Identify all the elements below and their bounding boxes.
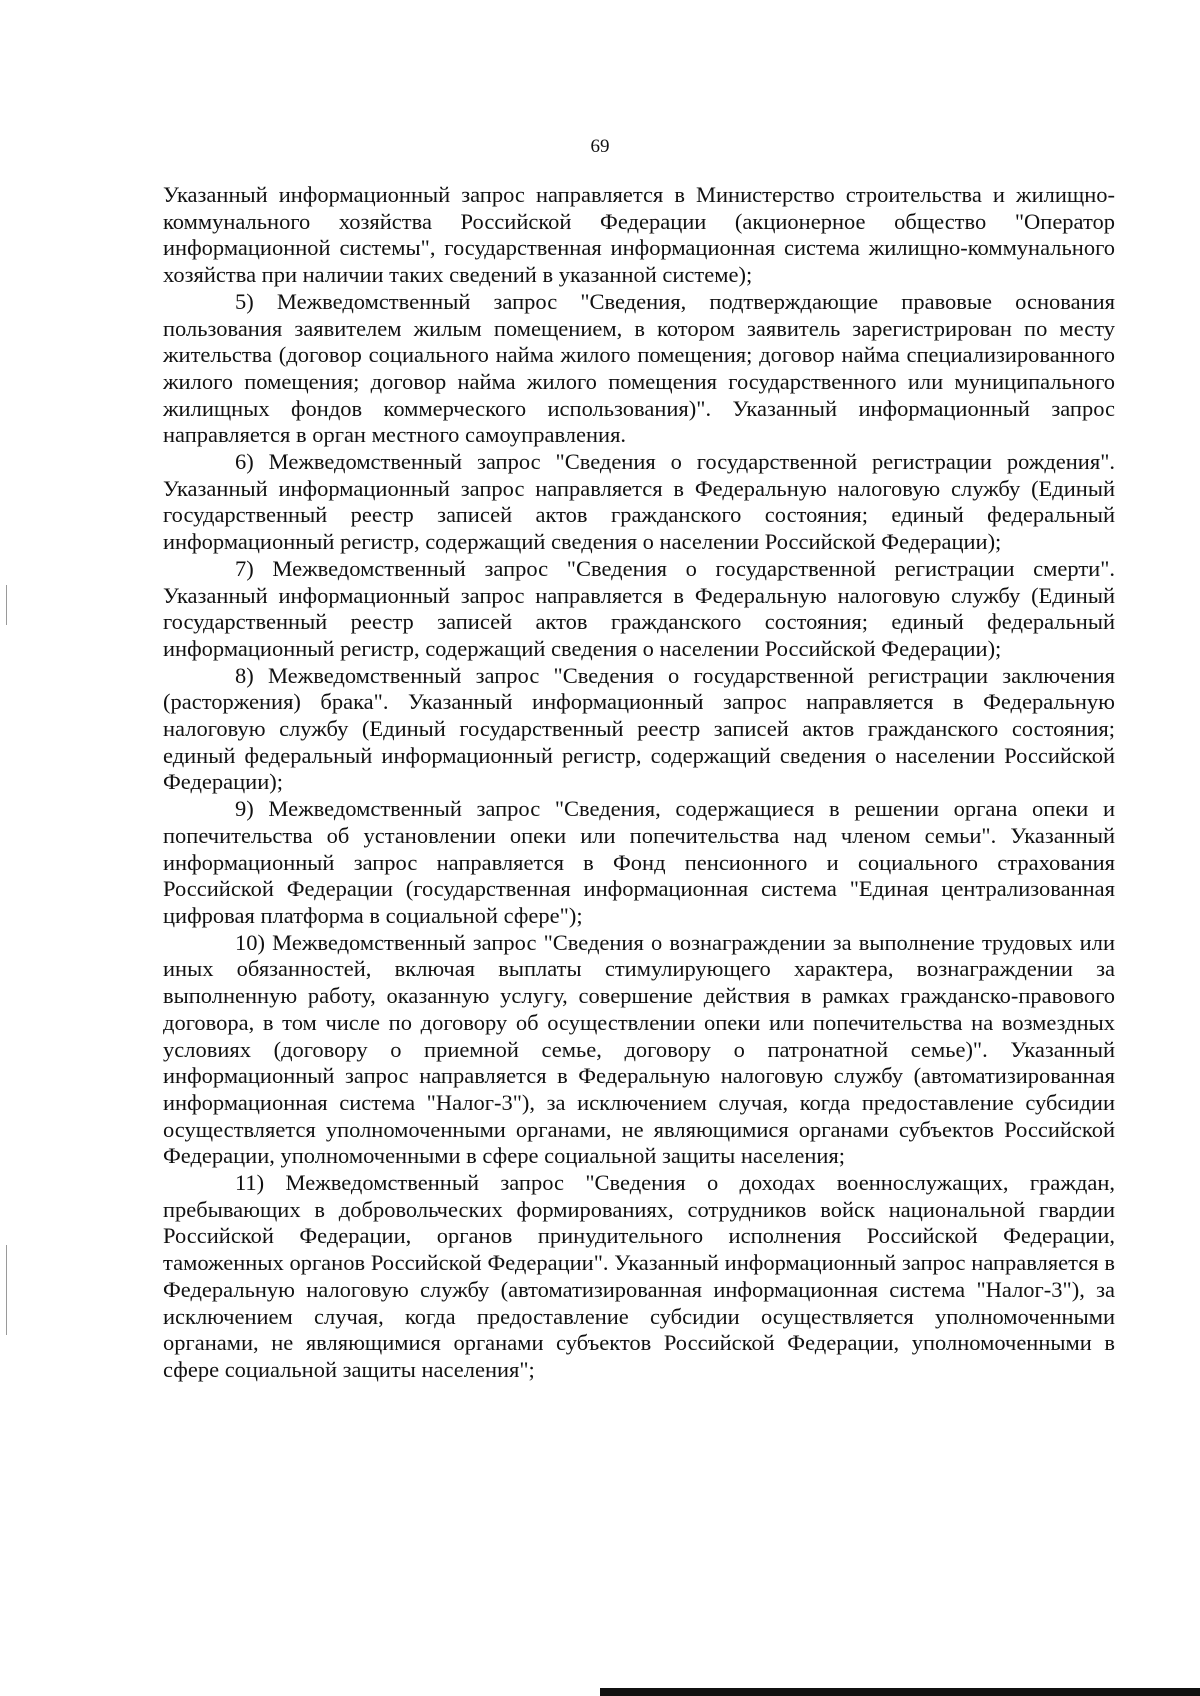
paragraph-item-8: 8) Межведомственный запрос "Сведения о государственной регистрации заключения (расторжения) брака". Указанный информационный запрос направляется в Федеральную налоговую службу (Единый государственный реестр записей актов гражданского состояния; единый федеральный информационный регистр, содержащий сведения о населении Российской Федерации);	[163, 662, 1115, 795]
paragraph-item-10: 10) Межведомственный запрос "Сведения о вознаграждении за выполнение трудовых или иных обязанностей, включая выплаты стимулирующего характера, вознаграждении за выполненную работу, оказанную услугу, совершение действия в рамках гражданско-правового договора, в том числе по договору об осуществлении опеки или попечительства на возмездных условиях (договору о приемной семье, договору о патронатной семье)". Указанный информационный запрос направляется в Федеральную налоговую службу (автоматизированная информационная система "Налог-3"), за исключением случая, когда предоставление субсидии осуществляется уполномоченными органами, не являющимися органами субъектов Российской Федерации, уполномоченными в сфере социальной защиты населения;	[163, 929, 1115, 1169]
scan-bottom-edge	[600, 1688, 1200, 1696]
paragraph-item-6: 6) Межведомственный запрос "Сведения о государственной регистрации рождения". Указанный информационный запрос направляется в Федеральную налоговую службу (Единый государственный реестр записей актов гражданского состояния; единый федеральный информационный регистр, содержащий сведения о населении Российской Федерации);	[163, 449, 1115, 555]
scan-margin-mark-lower	[6, 1245, 7, 1335]
paragraph-item-5: 5) Межведомственный запрос "Сведения, подтверждающие правовые основания пользования заявителем жилым помещением, в котором заявитель зарегистрирован по месту жительства (договор социального найма жилого помещения; договор найма специализированного жилого помещения; договор найма жилого помещения государственного или муниципального жилищных фондов коммерческого использования)". Указанный информационный запрос направляется в орган местного самоуправления.	[163, 288, 1115, 448]
paragraph-continuation: Указанный информационный запрос направляется в Министерство строительства и жилищно-коммунального хозяйства Российской Федерации (акционерное общество "Оператор информационной системы", государственная информационная система жилищно-коммунального хозяйства при наличии таких сведений в указанной системе);	[163, 182, 1115, 288]
paragraph-item-11: 11) Межведомственный запрос "Сведения о доходах военнослужащих, граждан, пребывающих в добровольческих формированиях, сотрудников войск национальной гвардии Российской Федерации, органов принудительного исполнения Российской Федерации, таможенных органов Российской Федерации". Указанный информационный запрос направляется в Федеральную налоговую службу (автоматизированная информационная система "Налог-3"), за исключением случая, когда предоставление субсидии осуществляется уполномоченными органами, не являющимися органами субъектов Российской Федерации, уполномоченными в сфере социальной защиты населения";	[163, 1170, 1115, 1382]
scan-margin-mark-upper	[6, 585, 7, 625]
paragraph-item-7: 7) Межведомственный запрос "Сведения о государственной регистрации смерти". Указанный информационный запрос направляется в Федеральную налоговую службу (Единый государственный реестр записей актов гражданского состояния; единый федеральный информационный регистр, содержащий сведения о населении Российской Федерации);	[163, 555, 1115, 661]
page-number: 69	[590, 136, 610, 157]
paragraph-item-9: 9) Межведомственный запрос "Сведения, содержащиеся в решении органа опеки и попечительства об установлении опеки или попечительства над членом семьи". Указанный информационный запрос направляется в Фонд пенсионного и социального страхования Российской Федерации (государственная информационная система "Единая централизованная цифровая платформа в социальной сфере");	[163, 796, 1115, 928]
document-body	[163, 182, 1115, 1384]
